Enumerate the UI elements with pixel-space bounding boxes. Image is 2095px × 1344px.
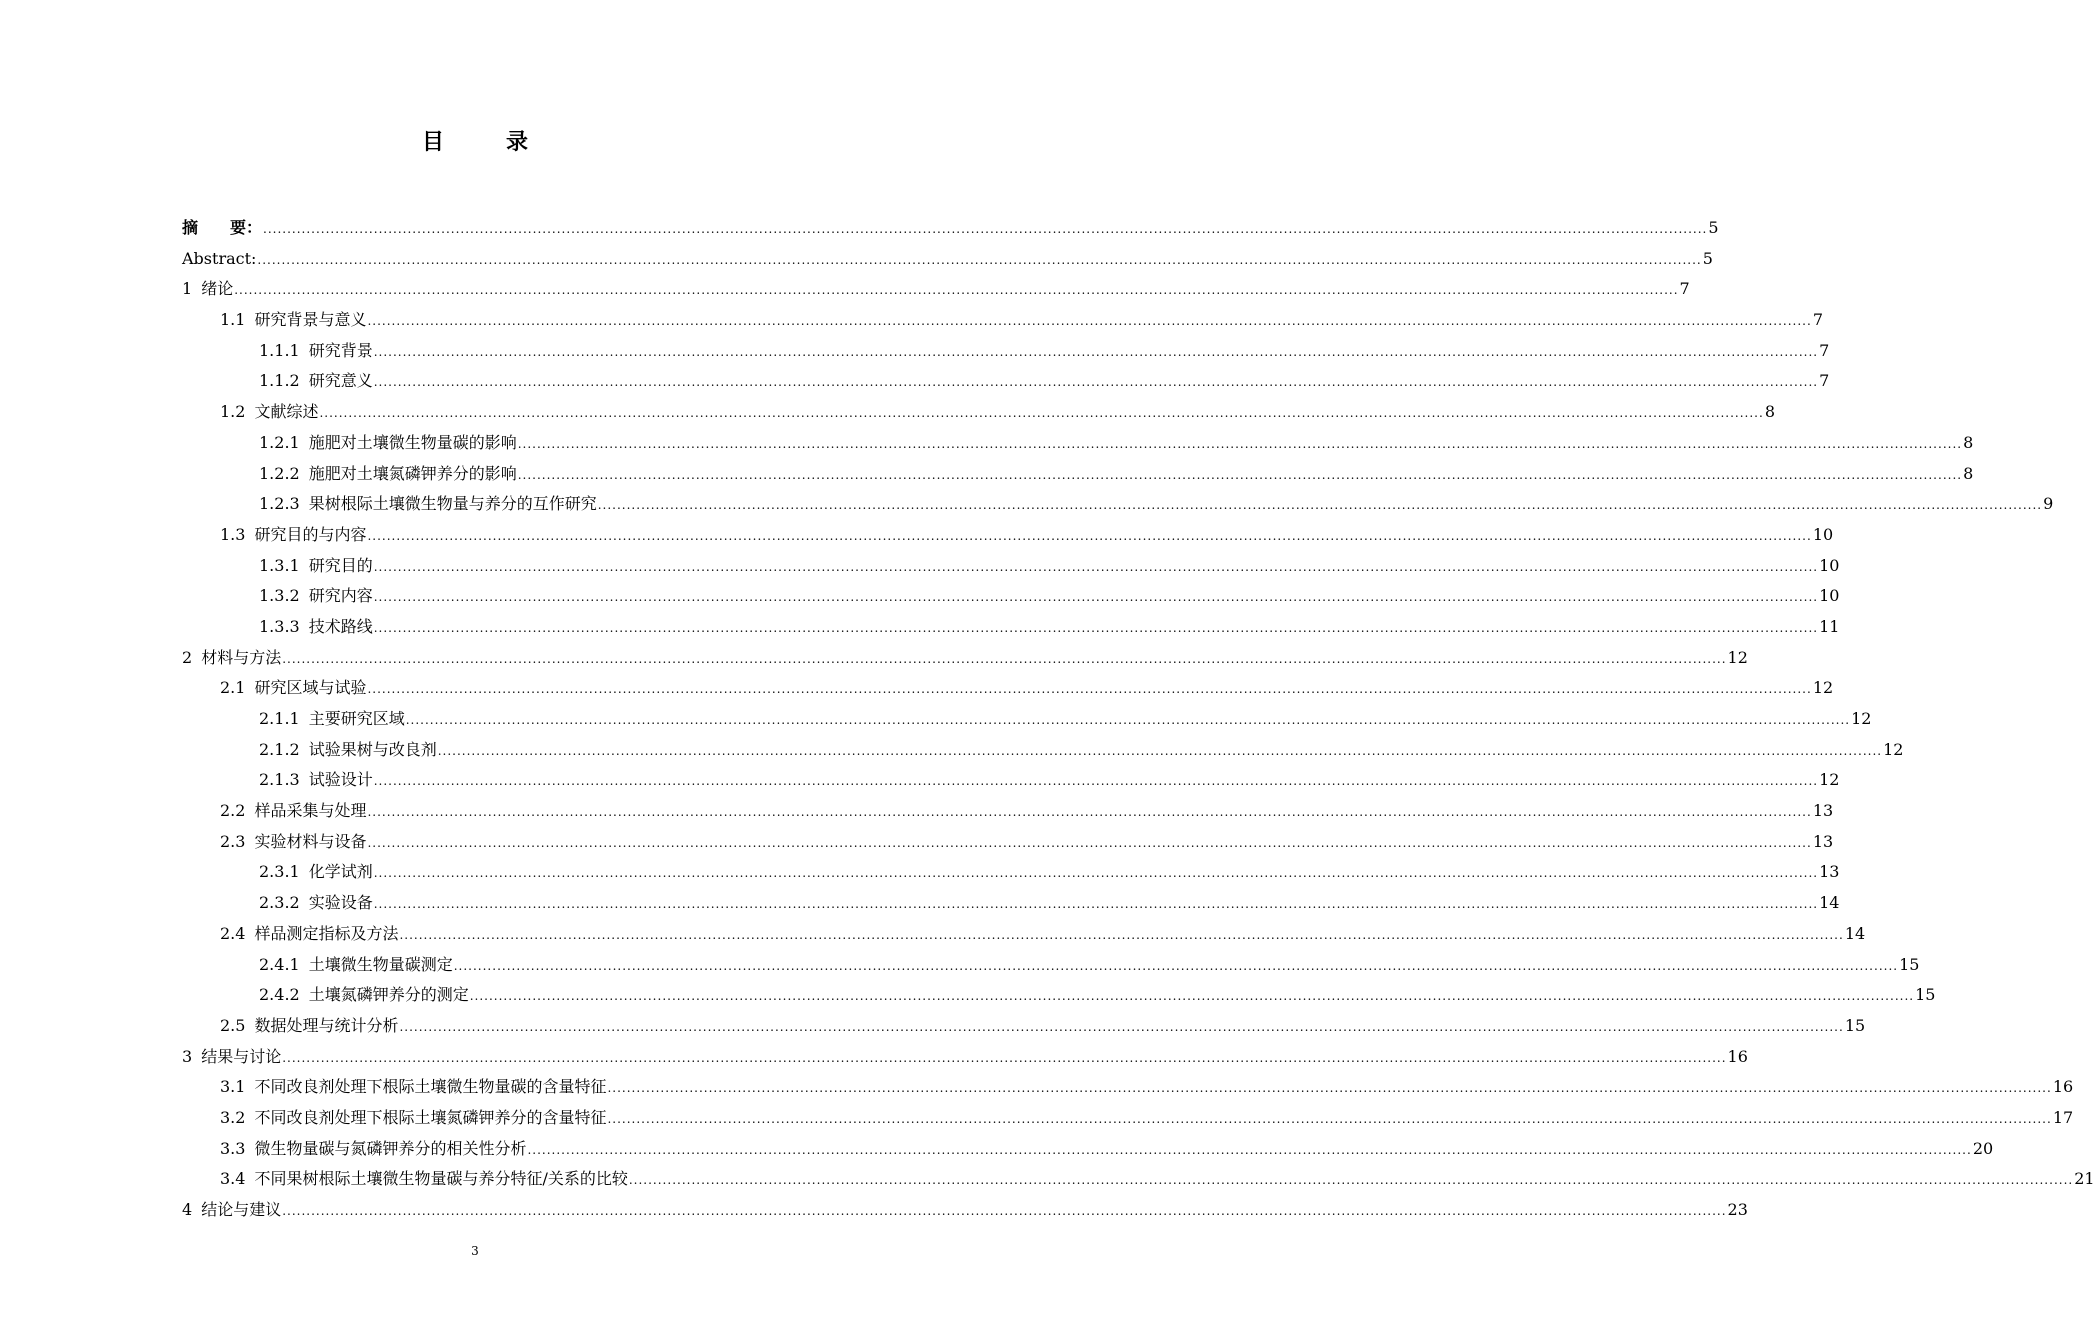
toc-entry-number: 1.1.1: [259, 340, 300, 360]
toc-entry-title: 施肥对土壤微生物量碳的影响: [308, 432, 517, 452]
toc-entry-number: 1.3.1: [259, 555, 300, 575]
toc-entry-number: 3.4: [220, 1169, 246, 1189]
toc-entry[interactable]: [182, 305, 1823, 336]
toc-entry[interactable]: [182, 950, 1920, 981]
toc-entry[interactable]: [182, 765, 1840, 796]
toc-entry[interactable]: [182, 366, 1830, 397]
toc-entry-page: 16: [2052, 1077, 2074, 1097]
toc-entry[interactable]: [182, 213, 1719, 244]
toc-leader-dots: ............................................................................................................................................................................................................................................................................................................: [405, 713, 1851, 727]
toc-entry-number: 2.4.1: [259, 954, 300, 974]
toc-entry-title: 研究区域与试验: [254, 678, 367, 698]
toc-entry-number: 1.3.3: [259, 616, 300, 636]
toc-entry-number: 2.1.1: [259, 709, 300, 728]
toc-entry[interactable]: [182, 980, 1936, 1011]
toc-entry-page: 8: [1764, 402, 1775, 422]
toc-entry-number: 2.3.2: [259, 893, 300, 913]
toc-entry-page: 14: [1844, 923, 1866, 943]
toc-leader-dots: ............................................................................................................................................................................................................................................................................................................: [517, 467, 1963, 482]
page-number: 3: [471, 1244, 479, 1258]
toc-entry-page: 23: [1727, 1200, 1748, 1219]
toc-entry-title: 结论与建议: [201, 1200, 282, 1219]
toc-entry-number: 1.2.2: [259, 463, 300, 483]
toc-leader-dots: ............................................................................................................................................................................................................................................................................................................: [453, 958, 1899, 973]
toc-entry-title: 研究背景: [308, 340, 373, 360]
toc-leader-dots: ............................................................................................................................................................................................................................................................................................................: [282, 1204, 1727, 1218]
toc-entry-number: 2.1.2: [259, 739, 300, 759]
toc-entry-page: 12: [1883, 739, 1904, 759]
toc-entry-title: 结果与讨论: [201, 1046, 282, 1066]
toc-leader-dots: ............................................................................................................................................................................................................................................................................................................: [263, 222, 1708, 236]
toc-entry-number: 2.4.2: [259, 985, 300, 1005]
toc-entry-page: 8: [1963, 432, 1974, 452]
toc-entry-page: 17: [2052, 1107, 2074, 1127]
toc-entry[interactable]: [182, 1042, 1748, 1073]
toc-entry[interactable]: [182, 1103, 2074, 1134]
toc-entry[interactable]: [182, 244, 1713, 275]
toc-leader-dots: ............................................................................................................................................................................................................................................................................................................: [373, 344, 1819, 359]
toc-entry-title: 技术路线: [308, 616, 373, 636]
toc-entry-number: 2.1: [220, 678, 246, 698]
toc-entry-number: 3.3: [220, 1138, 246, 1158]
toc-entry[interactable]: [182, 612, 1840, 643]
toc-entry[interactable]: [182, 796, 1834, 827]
toc-entry-number: 1.2.3: [259, 494, 300, 514]
toc-entry-title: 不同果树根际土壤微生物量碳与养分特征/关系的比较: [254, 1169, 628, 1189]
toc-entry-number: 1: [182, 279, 193, 299]
toc-entry[interactable]: [182, 827, 1834, 858]
toc-entry-title: 实验设备: [308, 893, 373, 913]
toc-entry-title: 土壤氮磷钾养分的测定: [308, 985, 469, 1005]
toc-entry-page: 9: [2043, 494, 2054, 514]
toc-entry-title: 材料与方法: [201, 647, 282, 667]
toc-entry-title: 摘 要：: [182, 218, 263, 237]
toc-entry-number: 3.2: [220, 1107, 246, 1127]
toc-entry-page: 7: [1819, 340, 1830, 360]
toc-leader-dots: ............................................................................................................................................................................................................................................................................................................: [399, 927, 1844, 942]
toc-entry-page: 7: [1819, 371, 1830, 391]
toc-entry-title: 试验果树与改良剂: [308, 739, 437, 759]
toc-leader-dots: ............................................................................................................................................................................................................................................................................................................: [373, 866, 1819, 881]
toc-entry[interactable]: [182, 673, 1834, 704]
toc-entry-title: 试验设计: [308, 770, 373, 790]
toc-entry-number: 1.2.1: [259, 432, 300, 452]
toc-entry-number: 3: [182, 1046, 193, 1066]
toc-leader-dots: ............................................................................................................................................................................................................................................................................................................: [607, 1081, 2052, 1096]
toc-entry-page: 12: [1812, 678, 1834, 698]
page-title: 目 录: [421, 130, 548, 155]
toc-leader-dots: ............................................................................................................................................................................................................................................................................................................: [597, 498, 2043, 513]
toc-entry-title: 样品采集与处理: [254, 801, 367, 821]
toc-leader-dots: ............................................................................................................................................................................................................................................................................................................: [367, 314, 1812, 329]
toc-entry-page: 12: [1727, 647, 1748, 667]
toc-entry[interactable]: [182, 1164, 2095, 1195]
toc-entry-number: 3.1: [220, 1077, 246, 1097]
toc-leader-dots: ............................................................................................................................................................................................................................................................................................................: [373, 897, 1819, 912]
toc-leader-dots: ............................................................................................................................................................................................................................................................................................................: [469, 989, 1915, 1004]
toc-entry-number: 2.4: [220, 923, 246, 943]
toc-entry[interactable]: [182, 459, 1974, 490]
toc-entry-number: 2.1.3: [259, 770, 300, 790]
toc-entry-page: 8: [1963, 463, 1974, 483]
toc-entry[interactable]: [182, 1134, 1994, 1165]
toc-entry[interactable]: [182, 919, 1866, 950]
toc-leader-dots: ............................................................................................................................................................................................................................................................................................................: [282, 651, 1727, 666]
toc-entry-page: 14: [1819, 893, 1840, 913]
toc-entry-title: 研究背景与意义: [254, 310, 367, 330]
toc-entry-title: 研究目的与内容: [254, 524, 367, 544]
toc-entry-number: 2.5: [220, 1015, 246, 1035]
toc-leader-dots: ............................................................................................................................................................................................................................................................................................................: [437, 743, 1883, 758]
toc-leader-dots: ............................................................................................................................................................................................................................................................................................................: [373, 559, 1819, 574]
toc-entry-page: 10: [1819, 586, 1840, 606]
toc-leader-dots: ............................................................................................................................................................................................................................................................................................................: [517, 436, 1963, 451]
toc-leader-dots: ............................................................................................................................................................................................................................................................................................................: [319, 406, 1764, 421]
toc-entry-number: 1.1.2: [259, 371, 300, 391]
toc-entry[interactable]: [182, 336, 1830, 367]
toc-entry[interactable]: [182, 489, 2054, 520]
toc-entry-number: 1.1: [220, 310, 246, 330]
toc-leader-dots: ............................................................................................................................................................................................................................................................................................................: [367, 805, 1812, 820]
toc-entry[interactable]: [182, 643, 1748, 674]
toc-entry-number: 1.3.2: [259, 586, 300, 606]
toc-entry-page: 7: [1679, 279, 1690, 299]
toc-entry-page: 13: [1819, 862, 1840, 882]
toc-entry-title: 样品测定指标及方法: [254, 923, 399, 943]
toc-entry-page: 5: [1708, 218, 1719, 237]
toc-entry-title: Abstract:: [182, 248, 257, 268]
toc-entry[interactable]: [182, 704, 1872, 735]
toc-leader-dots: ............................................................................................................................................................................................................................................................................................................: [234, 283, 1679, 298]
toc-entry-title: 文献综述: [254, 402, 319, 422]
toc-entry-title: 研究目的: [308, 555, 373, 575]
toc-leader-dots: ............................................................................................................................................................................................................................................................................................................: [373, 774, 1819, 789]
toc-entry-number: 1.2: [220, 402, 246, 422]
toc-leader-dots: ............................................................................................................................................................................................................................................................................................................: [367, 682, 1812, 697]
toc-entry-page: 15: [1844, 1015, 1866, 1035]
toc-leader-dots: ............................................................................................................................................................................................................................................................................................................: [257, 252, 1702, 267]
toc-entry[interactable]: [182, 274, 1690, 305]
toc-entry-page: 21: [2074, 1169, 2095, 1189]
toc-entry-number: 2.2: [220, 801, 246, 821]
toc-entry-page: 7: [1812, 310, 1823, 330]
toc-entry[interactable]: [182, 888, 1840, 919]
toc-entry-page: 10: [1812, 524, 1834, 544]
toc-entry-title: 数据处理与统计分析: [254, 1015, 399, 1035]
toc-entry-page: 10: [1819, 555, 1840, 575]
toc-entry[interactable]: [182, 1195, 1748, 1226]
toc-entry-title: 果树根际土壤微生物量与养分的互作研究: [308, 494, 597, 514]
toc-entry-number: 2.3.1: [259, 862, 300, 882]
toc-entry-page: 20: [1972, 1138, 1994, 1158]
toc-entry-page: 11: [1819, 616, 1840, 636]
toc-entry-title: 主要研究区域: [308, 709, 405, 728]
toc-entry-title: 不同改良剂处理下根际土壤氮磷钾养分的含量特征: [254, 1107, 607, 1127]
toc-entry[interactable]: [182, 520, 1834, 551]
toc-entry-page: 5: [1702, 248, 1713, 268]
toc-entry-page: 12: [1819, 770, 1840, 790]
toc-leader-dots: ............................................................................................................................................................................................................................................................................................................: [628, 1173, 2074, 1188]
toc-leader-dots: ............................................................................................................................................................................................................................................................................................................: [367, 835, 1812, 850]
toc-entry-page: 15: [1899, 954, 1920, 974]
toc-entry-title: 绪论: [201, 279, 234, 299]
toc-entry-number: 2: [182, 647, 193, 667]
toc-entry[interactable]: [182, 581, 1840, 612]
toc-entry-title: 土壤微生物量碳测定: [308, 954, 453, 974]
toc-leader-dots: ............................................................................................................................................................................................................................................................................................................: [373, 375, 1819, 390]
toc-entry-number: 2.3: [220, 831, 246, 851]
toc-entry[interactable]: [182, 735, 1904, 766]
toc-entry[interactable]: [182, 1072, 2074, 1103]
toc-entry-title: 研究意义: [308, 371, 373, 391]
toc-leader-dots: ............................................................................................................................................................................................................................................................................................................: [607, 1111, 2052, 1126]
toc-entry[interactable]: [182, 1011, 1866, 1042]
toc-entry-number: 4: [182, 1200, 193, 1219]
toc-entry-title: 微生物量碳与氮磷钾养分的相关性分析: [254, 1138, 527, 1158]
toc-entry-number: 1.3: [220, 524, 246, 544]
toc-entry-title: 化学试剂: [308, 862, 373, 882]
toc-leader-dots: ............................................................................................................................................................................................................................................................................................................: [373, 620, 1819, 635]
toc-leader-dots: ............................................................................................................................................................................................................................................................................................................: [527, 1142, 1972, 1157]
toc-entry-page: 15: [1915, 985, 1936, 1005]
toc-leader-dots: ............................................................................................................................................................................................................................................................................................................: [373, 590, 1819, 605]
toc-entry-title: 实验材料与设备: [254, 831, 367, 851]
toc-leader-dots: ............................................................................................................................................................................................................................................................................................................: [399, 1019, 1844, 1034]
toc-entry-title: 不同改良剂处理下根际土壤微生物量碳的含量特征: [254, 1077, 607, 1097]
toc-entry[interactable]: [182, 428, 1974, 459]
toc-entry-page: 13: [1812, 801, 1834, 821]
toc-leader-dots: ............................................................................................................................................................................................................................................................................................................: [282, 1050, 1727, 1065]
toc-entry-page: 16: [1727, 1046, 1748, 1066]
toc-leader-dots: ............................................................................................................................................................................................................................................................................................................: [367, 528, 1812, 543]
toc-entry[interactable]: [182, 857, 1840, 888]
toc-entry-title: 施肥对土壤氮磷钾养分的影响: [308, 463, 517, 483]
toc-entry-page: 13: [1812, 831, 1834, 851]
toc-entry-title: 研究内容: [308, 586, 373, 606]
toc-entry[interactable]: [182, 551, 1840, 582]
toc-entry-page: 12: [1851, 709, 1872, 728]
toc-entry[interactable]: [182, 397, 1775, 428]
table-of-contents: [182, 213, 2095, 1226]
